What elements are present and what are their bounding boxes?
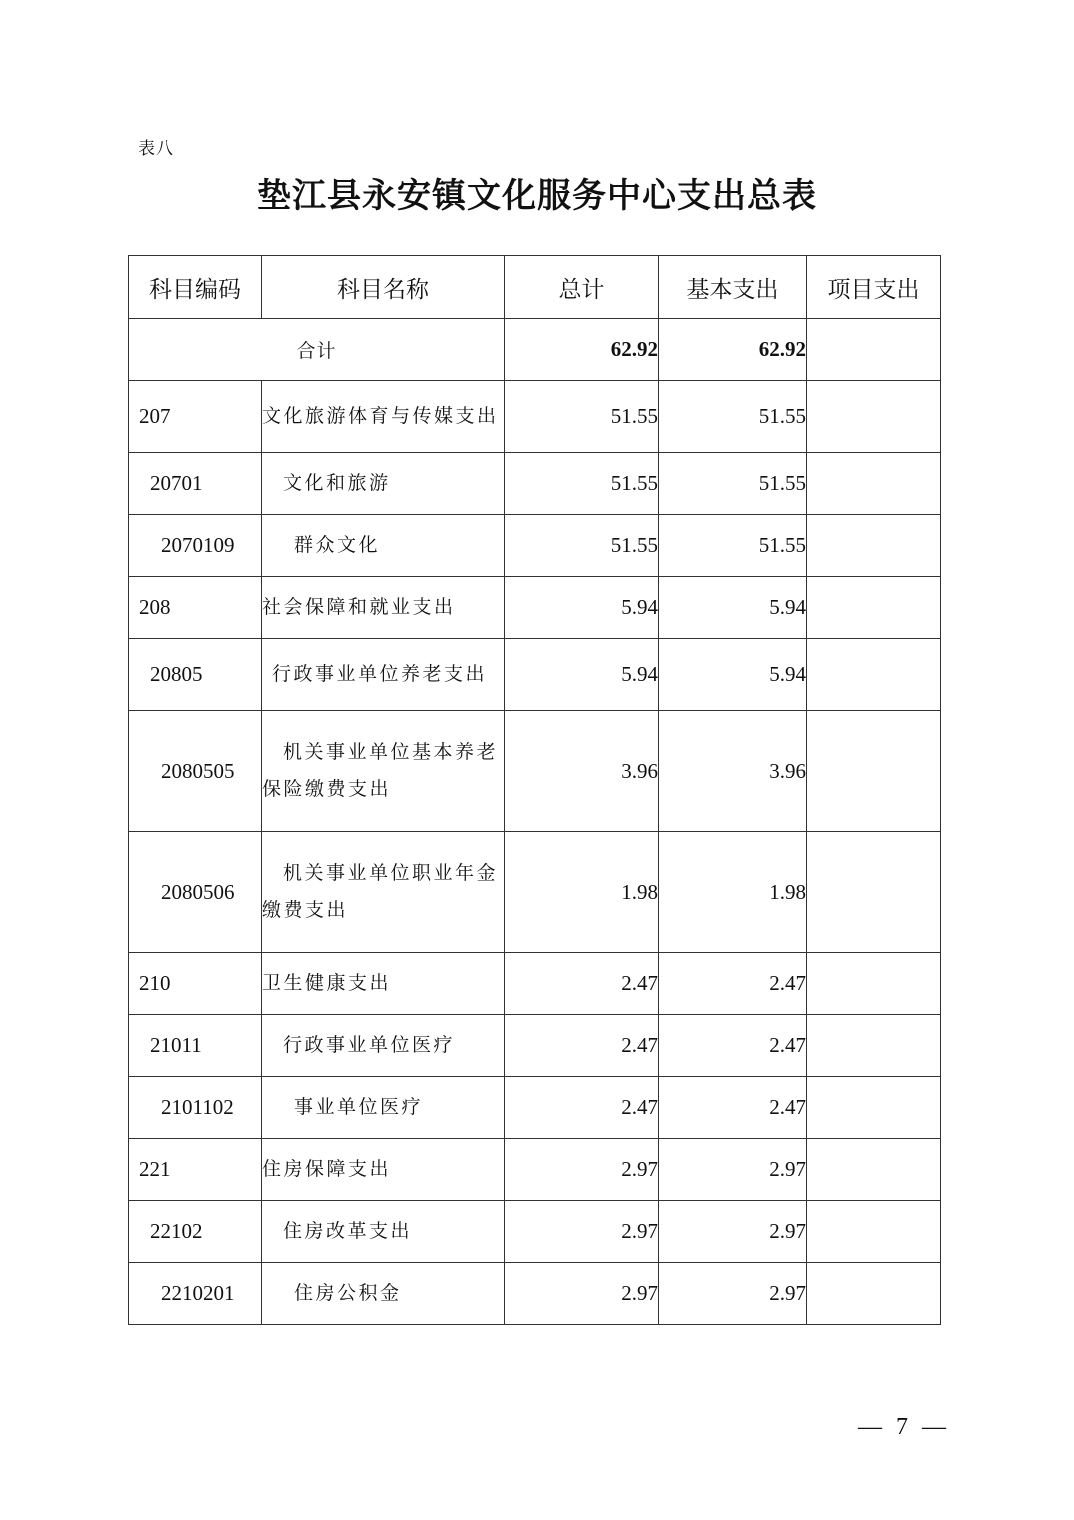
row-code: 221 xyxy=(129,1139,262,1201)
row-code: 208 xyxy=(129,577,262,639)
table-header-row xyxy=(129,256,941,319)
table-row xyxy=(129,1263,941,1325)
table-row xyxy=(129,515,941,577)
row-project xyxy=(807,832,941,953)
row-total: 2.47 xyxy=(505,1015,659,1077)
row-code: 21011 xyxy=(129,1015,262,1077)
summary-total: 62.92 xyxy=(505,319,659,381)
row-code: 2070109 xyxy=(129,515,262,577)
row-basic: 2.47 xyxy=(659,1015,807,1077)
row-basic: 2.47 xyxy=(659,953,807,1015)
row-basic: 3.96 xyxy=(659,711,807,832)
row-name: 住房改革支出 xyxy=(262,1201,505,1263)
row-basic: 2.97 xyxy=(659,1139,807,1201)
page-number: — 7 — xyxy=(858,1414,950,1440)
row-basic: 51.55 xyxy=(659,381,807,453)
row-code: 2080505 xyxy=(129,711,262,832)
row-name: 群众文化 xyxy=(262,515,505,577)
row-total: 2.97 xyxy=(505,1139,659,1201)
row-total: 3.96 xyxy=(505,711,659,832)
row-name: 住房保障支出 xyxy=(262,1139,505,1201)
row-code: 207 xyxy=(129,381,262,453)
row-total: 2.97 xyxy=(505,1263,659,1325)
header-total: 总计 xyxy=(505,256,659,319)
row-project xyxy=(807,1139,941,1201)
summary-basic: 62.92 xyxy=(659,319,807,381)
row-name: 行政事业单位医疗 xyxy=(262,1015,505,1077)
row-total: 51.55 xyxy=(505,453,659,515)
page-title: 垫江县永安镇文化服务中心支出总表 xyxy=(257,176,817,216)
row-code: 2101102 xyxy=(129,1077,262,1139)
row-basic: 2.97 xyxy=(659,1263,807,1325)
row-total: 2.47 xyxy=(505,1077,659,1139)
row-name: 文化旅游体育与传媒支出 xyxy=(262,381,505,453)
table-row xyxy=(129,381,941,453)
table-row xyxy=(129,577,941,639)
row-project xyxy=(807,453,941,515)
row-name: 机关事业单位基本养老保险缴费支出 xyxy=(262,711,505,832)
table-row xyxy=(129,639,941,711)
row-name: 文化和旅游 xyxy=(262,453,505,515)
row-name: 社会保障和就业支出 xyxy=(262,577,505,639)
table-row xyxy=(129,1201,941,1263)
summary-label: 合计 xyxy=(129,319,505,381)
row-total: 51.55 xyxy=(505,515,659,577)
row-name: 住房公积金 xyxy=(262,1263,505,1325)
row-total: 1.98 xyxy=(505,832,659,953)
table-label: 表八 xyxy=(138,139,174,159)
row-total: 2.47 xyxy=(505,953,659,1015)
summary-row xyxy=(129,319,941,381)
header-code: 科目编码 xyxy=(129,256,262,319)
row-name: 机关事业单位职业年金缴费支出 xyxy=(262,832,505,953)
row-project xyxy=(807,1201,941,1263)
row-project xyxy=(807,711,941,832)
row-total: 51.55 xyxy=(505,381,659,453)
table-row xyxy=(129,953,941,1015)
expenditure-table xyxy=(128,255,941,1325)
table-row xyxy=(129,1015,941,1077)
table-row xyxy=(129,453,941,515)
row-name: 行政事业单位养老支出 xyxy=(262,639,505,711)
row-project xyxy=(807,1015,941,1077)
row-code: 2210201 xyxy=(129,1263,262,1325)
row-code: 2080506 xyxy=(129,832,262,953)
row-code: 210 xyxy=(129,953,262,1015)
row-basic: 51.55 xyxy=(659,453,807,515)
table-row xyxy=(129,1077,941,1139)
row-code: 20805 xyxy=(129,639,262,711)
table-row xyxy=(129,832,941,953)
row-project xyxy=(807,515,941,577)
row-name: 卫生健康支出 xyxy=(262,953,505,1015)
row-basic: 2.47 xyxy=(659,1077,807,1139)
row-basic: 51.55 xyxy=(659,515,807,577)
table-row xyxy=(129,1139,941,1201)
summary-project xyxy=(807,319,941,381)
row-project xyxy=(807,577,941,639)
row-basic: 5.94 xyxy=(659,639,807,711)
row-basic: 2.97 xyxy=(659,1201,807,1263)
row-total: 5.94 xyxy=(505,577,659,639)
row-total: 5.94 xyxy=(505,639,659,711)
row-project xyxy=(807,381,941,453)
header-name: 科目名称 xyxy=(262,256,505,319)
header-project: 项目支出 xyxy=(807,256,941,319)
row-code: 20701 xyxy=(129,453,262,515)
row-name: 事业单位医疗 xyxy=(262,1077,505,1139)
table-row xyxy=(129,711,941,832)
row-code: 22102 xyxy=(129,1201,262,1263)
row-project xyxy=(807,1077,941,1139)
row-project xyxy=(807,1263,941,1325)
row-project xyxy=(807,953,941,1015)
row-basic: 5.94 xyxy=(659,577,807,639)
row-total: 2.97 xyxy=(505,1201,659,1263)
header-basic: 基本支出 xyxy=(659,256,807,319)
row-project xyxy=(807,639,941,711)
row-basic: 1.98 xyxy=(659,832,807,953)
